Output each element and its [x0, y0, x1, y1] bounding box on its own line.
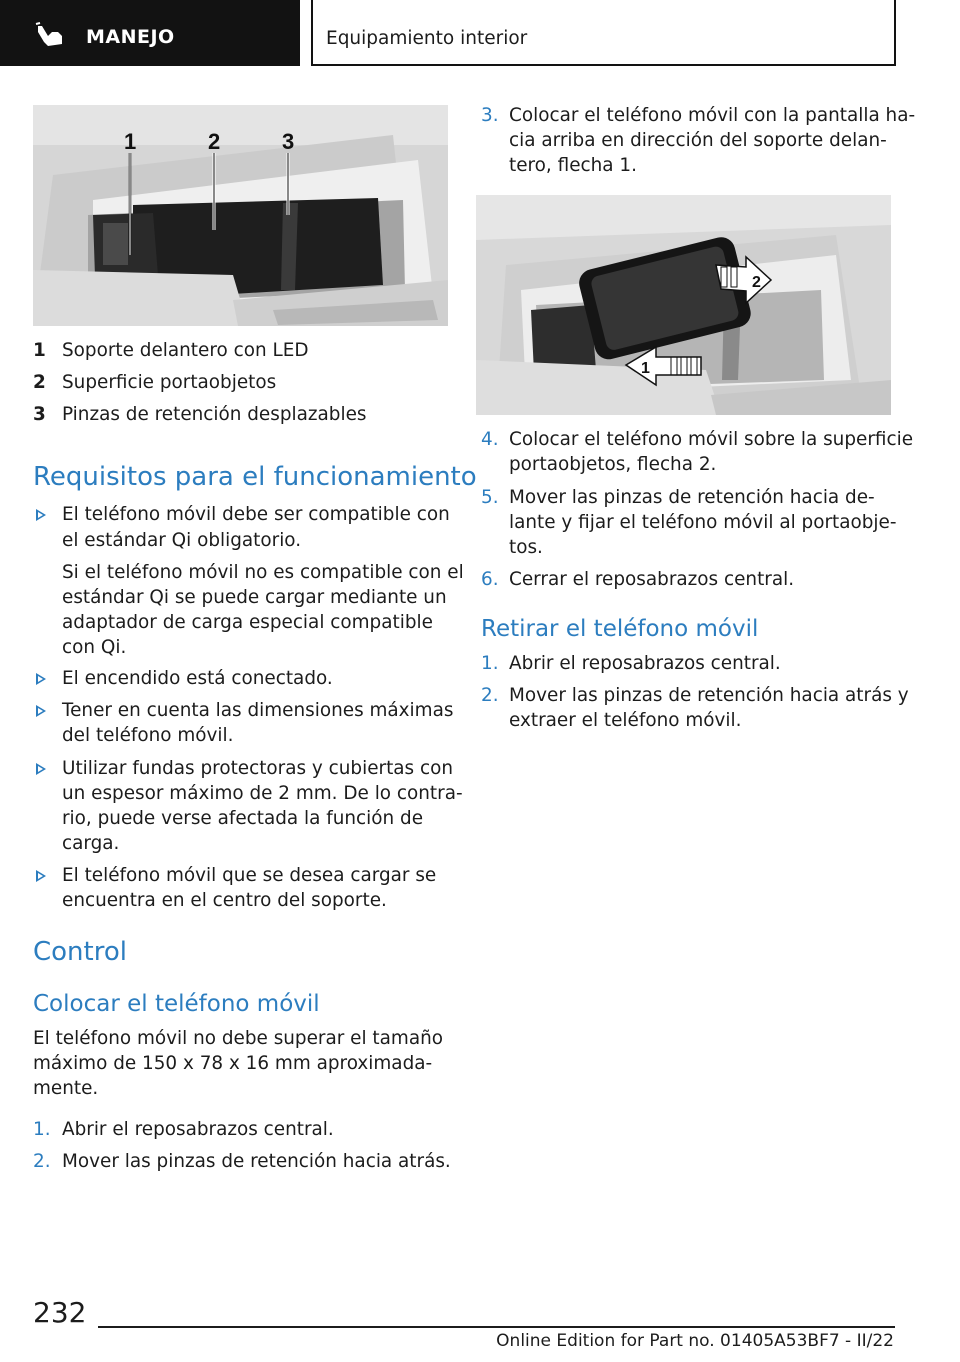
bullet-line: Utilizar fundas protectoras y cubiertas con [62, 758, 454, 779]
section-heading-control: Control [33, 937, 127, 967]
bullet-line: Tener en cuenta las dimensiones máximas [62, 700, 454, 721]
step-line: Colocar el teléfono móvil con la pantalla ha- [509, 105, 916, 126]
phone-placement-illustration [476, 195, 891, 415]
step-number: 3. [481, 105, 499, 126]
bullet-line: El encendido está conectado. [62, 668, 333, 689]
note-line: Si el teléfono móvil no es compatible con el [62, 562, 464, 583]
step-number: 4. [481, 429, 499, 450]
bullet-triangle-icon [36, 705, 46, 717]
step-line: lante y fijar el teléfono móvil al portaobje- [509, 512, 897, 533]
charging-tray-illustration [33, 105, 448, 326]
intro-line: máximo de 150 x 78 x 16 mm aproximada- [33, 1053, 433, 1074]
bullet-line: carga. [62, 833, 120, 854]
callout-1: 1 [124, 129, 137, 154]
step-line: Colocar el teléfono móvil sobre la superficie [509, 429, 914, 450]
legend-text: Soporte delantero con LED [62, 340, 309, 361]
step-line: Mover las pinzas de retención hacia de- [509, 487, 875, 508]
step-line: tero, flecha 1. [509, 155, 637, 176]
legend-text: Superficie portaobjetos [62, 372, 277, 393]
bullet-line: del teléfono móvil. [62, 725, 234, 746]
arrow-label-2: 2 [752, 274, 761, 291]
bullet-line: el estándar Qi obligatorio. [62, 530, 302, 551]
page-number: 232 [33, 1296, 87, 1329]
step-line: extraer el teléfono móvil. [509, 710, 742, 731]
figure-phone-placement [476, 195, 891, 415]
section-heading-requirements: Requisitos para el funcionamiento [33, 462, 477, 492]
step-number: 6. [481, 569, 499, 590]
bullet-triangle-icon [36, 673, 46, 685]
note-line: estándar Qi se puede cargar mediante un [62, 587, 447, 608]
callout-3: 3 [282, 129, 295, 154]
step-number: 5. [481, 487, 499, 508]
step-line: Mover las pinzas de retención hacia atrás. [62, 1151, 451, 1172]
bullet-line: El teléfono móvil que se desea cargar se [62, 865, 437, 886]
legend-number: 2 [33, 372, 46, 393]
step-line: Abrir el reposabrazos central. [62, 1119, 334, 1140]
legend-number: 3 [33, 404, 46, 425]
step-line: Mover las pinzas de retención hacia atrás y [509, 685, 909, 706]
intro-line: mente. [33, 1078, 99, 1099]
bullet-line: El teléfono móvil debe ser compatible con [62, 504, 450, 525]
intro-line: El teléfono móvil no debe superar el tamaño [33, 1028, 443, 1049]
bullet-line: rio, puede verse afectada la función de [62, 808, 424, 829]
step-number: 1. [481, 653, 499, 674]
bullet-triangle-icon [36, 870, 46, 882]
arrow-label-1: 1 [641, 360, 650, 377]
step-number: 2. [33, 1151, 51, 1172]
bullet-line: encuentra en el centro del soporte. [62, 890, 387, 911]
subheading-remove-phone: Retirar el teléfono móvil [481, 616, 759, 642]
header-section-label: MANEJO [86, 26, 175, 48]
step-line: cia arriba en dirección del soporte delan- [509, 130, 887, 151]
step-line: Cerrar el reposabrazos central. [509, 569, 795, 590]
bullet-triangle-icon [36, 509, 46, 521]
callout-2: 2 [208, 129, 221, 154]
hand-pointer-icon [34, 22, 68, 50]
step-number: 1. [33, 1119, 51, 1140]
legend-text: Pinzas de retención desplazables [62, 404, 367, 425]
note-line: adaptador de carga especial compatible [62, 612, 433, 633]
footer-edition: Online Edition for Part no. 01405A53BF7 - II/22 [496, 1331, 894, 1351]
step-line: portaobjetos, flecha 2. [509, 454, 717, 475]
footer-divider [98, 1326, 895, 1328]
step-line: tos. [509, 537, 543, 558]
header-chapter-title: Equipamiento interior [326, 28, 528, 49]
figure-charging-tray [33, 105, 448, 326]
step-number: 2. [481, 685, 499, 706]
legend-number: 1 [33, 340, 46, 361]
note-line: con Qi. [62, 637, 127, 658]
step-line: Abrir el reposabrazos central. [509, 653, 781, 674]
bullet-line: un espesor máximo de 2 mm. De lo contra- [62, 783, 463, 804]
bullet-triangle-icon [36, 763, 46, 775]
subheading-place-phone: Colocar el teléfono móvil [33, 991, 320, 1017]
